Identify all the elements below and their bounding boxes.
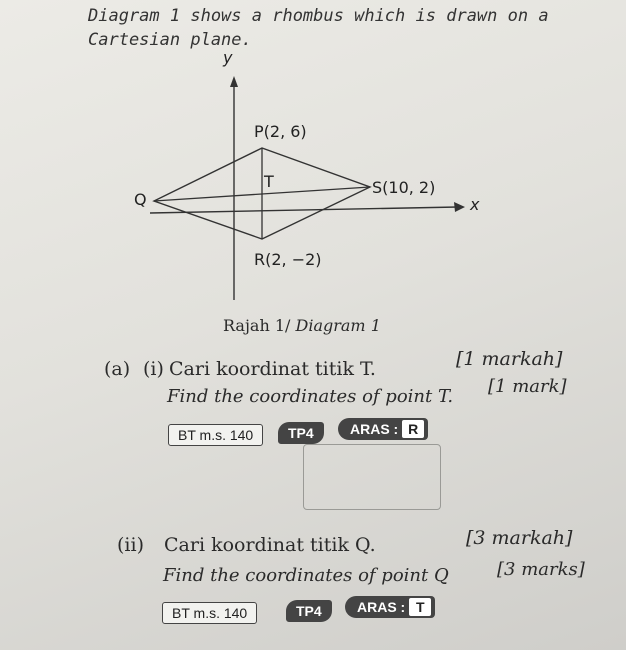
aras-badge (338, 418, 428, 440)
answer-box (303, 444, 441, 510)
tp-level-badge: TP4 (278, 422, 324, 444)
textbook-ref-badge-2: BT m.s. 140 (162, 602, 257, 624)
diagram-caption (223, 316, 381, 335)
x-axis-label: x (470, 195, 480, 214)
y-axis-arrow (230, 76, 238, 87)
question-a-ii-marks-en: [3 marks] (497, 559, 585, 580)
aras-label: ARAS : (350, 421, 399, 437)
tp-level-badge-2: TP4 (286, 600, 332, 622)
textbook-ref-badge: BT m.s. 140 (168, 424, 263, 446)
point-T-label: T (264, 172, 274, 191)
question-a-i-text-en: Find the coordinates of point T. (167, 386, 454, 407)
caption-english: Diagram 1 (295, 316, 381, 335)
question-a-i-marks-en: [1 mark] (488, 376, 567, 397)
point-S-label: S(10, 2) (372, 178, 436, 197)
question-number: (a) (104, 358, 131, 380)
x-axis (150, 207, 458, 213)
question-a-i-sub: (i) (143, 358, 164, 380)
aras-level: R (402, 420, 424, 438)
question-a-ii-sub: (ii) (117, 534, 144, 556)
question-a-ii-text-en: Find the coordinates of point Q (163, 565, 449, 586)
intro-line-1: Diagram 1 shows a rhombus which is drawn on a (88, 6, 549, 26)
question-a-ii-marks-ms: [3 markah] (466, 527, 573, 549)
intro-line-2: Cartesian plane. (88, 30, 252, 50)
question-a-i-marks-ms: [1 markah] (456, 348, 563, 370)
question-a-ii-text-ms: Cari koordinat titik Q. (164, 534, 376, 556)
y-axis-label: y (223, 48, 233, 67)
aras-badge-2 (345, 596, 435, 618)
x-axis-arrow (454, 202, 465, 212)
question-a-i-text-ms: Cari koordinat titik T. (169, 358, 376, 380)
point-Q-label: Q (134, 190, 147, 209)
aras-label-2: ARAS : (357, 599, 406, 615)
point-R-label: R(2, −2) (254, 250, 322, 269)
caption-malay: Rajah 1/ (223, 316, 291, 335)
point-P-label: P(2, 6) (254, 122, 307, 141)
aras-level-2: T (409, 598, 431, 616)
